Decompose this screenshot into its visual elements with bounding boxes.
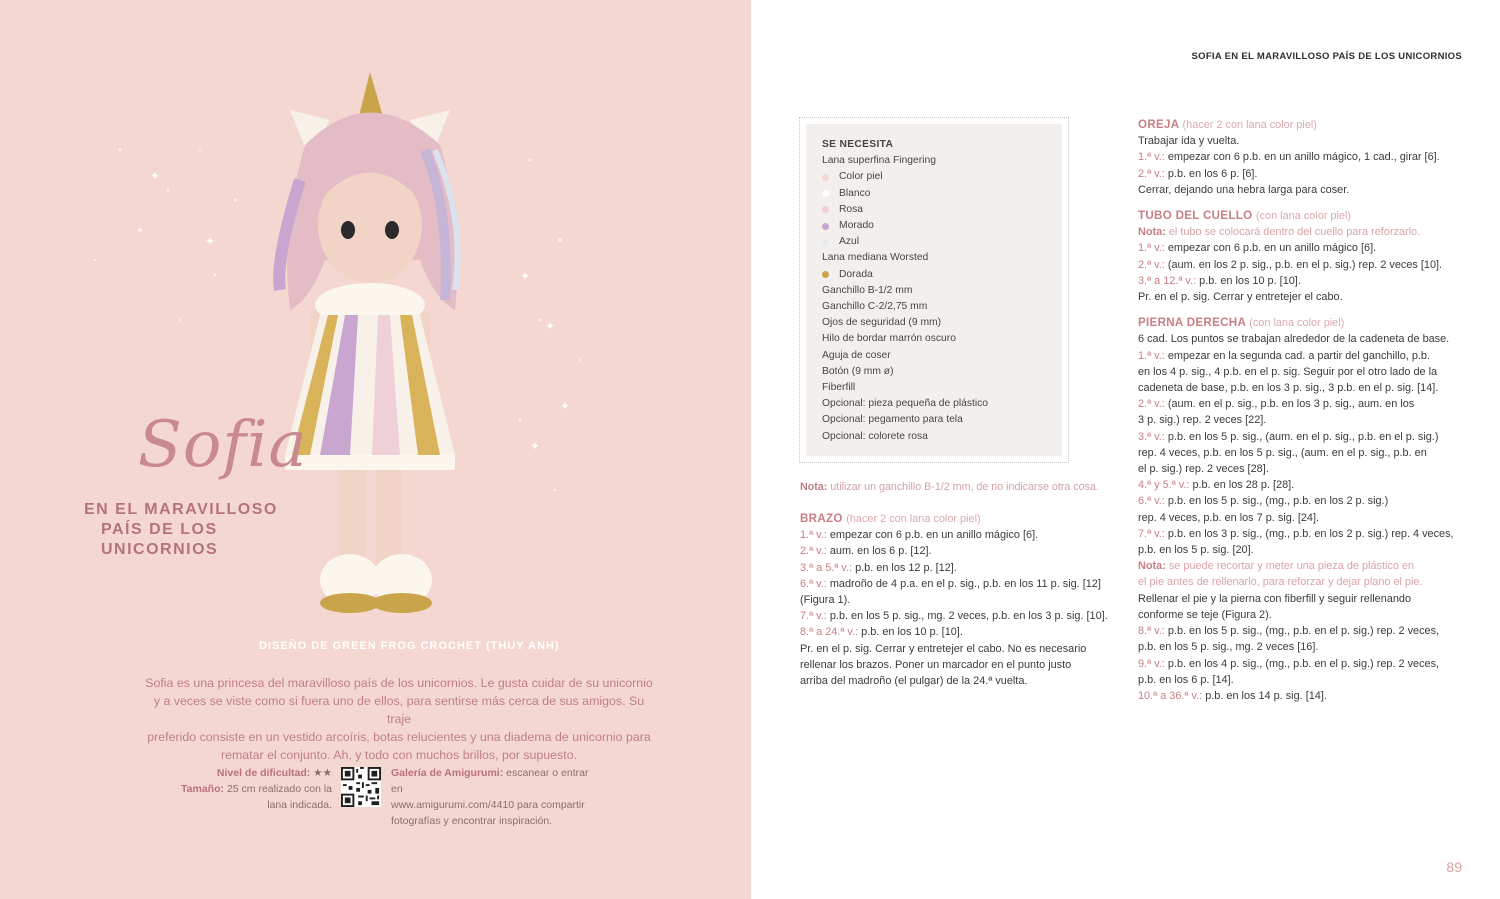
instruction-line <box>1138 396 1458 412</box>
pierna-note-line-2: el pie antes de rellenarlo, para reforzar y dejar plano el pie. <box>1138 576 1423 589</box>
instruction-text: en los 4 p. sig., 4 p.b. en el p. sig. Seguir por el otro lado de la <box>1138 365 1438 378</box>
round-label: 2.ª v.: <box>800 545 827 558</box>
instruction-text: Trabajar ida y vuelta. <box>1138 135 1240 148</box>
instruction-line <box>1138 149 1458 165</box>
color-swatch-icon <box>822 239 829 246</box>
instruction-text: p.b. en los 5 p. sig., mg. 2 veces [16]. <box>1138 641 1319 654</box>
instruction-text: rellenar los brazos. Poner un marcador en el punto justo <box>800 658 1072 671</box>
color-item <box>822 202 1046 218</box>
page-number: 89 <box>1446 859 1462 875</box>
section-paren: (con lana color piel) <box>1249 317 1345 330</box>
color-name: Azul <box>839 236 860 248</box>
difficulty-label: Nivel de dificultad: <box>216 767 311 779</box>
instruction-text: Pr. en el p. sig. Cerrar y entretejer el cabo. <box>1138 291 1343 304</box>
note-text: se puede recortar y meter una pieza de plástico en <box>1168 560 1415 573</box>
subtitle-line-1: EN EL MARAVILLOSO <box>84 501 278 518</box>
color-item <box>822 234 1046 250</box>
material-item: Botón (9 mm ø) <box>822 365 894 377</box>
material-item: Ganchillo B-1/2 mm <box>822 284 913 296</box>
round-label: 6.ª v.: <box>1138 495 1165 508</box>
color-name: Color piel <box>839 171 883 183</box>
instruction-line <box>1138 182 1458 198</box>
round-label: 4.ª y 5.ª v.: <box>1138 479 1190 492</box>
note-text: utilizar un ganchillo B-1/2 mm, de no indicarse otra cosa. <box>830 481 1099 493</box>
round-label: 1.ª v.: <box>1138 349 1165 362</box>
color-item <box>822 169 1046 185</box>
instruction-line <box>1138 656 1458 672</box>
section-title-tubo <box>1138 208 1458 224</box>
instruction-line <box>1138 412 1458 428</box>
instruction-line <box>1138 289 1458 305</box>
hook-note <box>800 479 1120 495</box>
instruction-line <box>1138 493 1458 509</box>
instruction-line <box>1138 461 1458 477</box>
round-label: 3.ª a 5.ª v.: <box>800 561 853 574</box>
intro-line: rematar el conjunto. Ah, y todo con muchos brillos, por supuesto. <box>220 748 578 762</box>
intro-line: y a veces se viste como si fuera uno de ellos, para sentirse más cerca de sus amigos. Su traje <box>153 694 645 726</box>
yarn-type: Lana mediana Worsted <box>822 252 929 264</box>
instruction-text: cadeneta de base, p.b. en los 3 p. sig., 3 p.b. en el p. sig. [14]. <box>1138 382 1439 395</box>
instruction-text: p.b. en los 5 p. sig. [20]. <box>1138 544 1254 557</box>
material-item: Aguja de coser <box>822 349 891 361</box>
instruction-text: p.b. en los 12 p. [12]. <box>855 561 957 574</box>
instruction-line <box>800 657 1110 673</box>
instruction-line <box>800 641 1110 657</box>
instruction-line <box>800 560 1110 576</box>
materials-heading: SE NECESITA <box>822 139 894 150</box>
instruction-line <box>1138 607 1458 623</box>
material-item: Ganchillo C-2/2,75 mm <box>822 301 928 313</box>
material-item: Opcional: pieza pequeña de plástico <box>822 398 989 410</box>
instruction-line <box>1138 639 1458 655</box>
instruction-text: (aum. en los 2 p. sig., p.b. en el p. sig.) rep. 2 veces [10]. <box>1167 258 1443 271</box>
instruction-text: rep. 4 veces, p.b. en los 7 p. sig. [24]. <box>1138 511 1320 524</box>
instruction-text: p.b. en los 4 p. sig., (mg., p.b. en el p. sig.) rep. 2 veces, <box>1167 657 1440 670</box>
difficulty-stars: ★★ <box>313 767 332 779</box>
note-label: Nota: <box>800 481 828 493</box>
note-label: Nota: <box>1138 226 1166 239</box>
color-swatch-icon <box>822 271 829 278</box>
round-label: 7.ª v.: <box>800 610 827 623</box>
round-label: 1.ª v.: <box>1138 242 1165 255</box>
instruction-line <box>1138 133 1458 149</box>
round-label: 7.ª v.: <box>1138 527 1165 540</box>
color-swatch-icon <box>822 206 829 213</box>
instruction-text: p.b. en los 5 p. sig., (mg., p.b. en los 2 p. sig.) <box>1167 495 1389 508</box>
color-item <box>822 267 1046 283</box>
instruction-line <box>1138 526 1458 542</box>
instruction-line <box>1138 510 1458 526</box>
gallery-text: escanear o entrar en <box>391 767 589 795</box>
section-title: TUBO DEL CUELLO <box>1138 209 1253 223</box>
round-label: 9.ª v.: <box>1138 657 1165 670</box>
color-name: Blanco <box>839 187 871 199</box>
instruction-line <box>800 527 1110 543</box>
color-swatch-icon <box>822 174 829 181</box>
instruction-line <box>1138 273 1458 289</box>
instruction-line <box>800 624 1110 640</box>
round-label: 1.ª v.: <box>1138 151 1165 164</box>
instruction-text: 3 p. sig.) rep. 2 veces [22]. <box>1138 414 1267 427</box>
round-label: 3.ª a 12.ª v.: <box>1138 274 1197 287</box>
instruction-text: p.b. en los 5 p. sig., (mg., p.b. en el p. sig.) rep. 2 veces, <box>1167 625 1440 638</box>
yarn-type: Lana superfina Fingering <box>822 155 936 167</box>
instruction-line <box>1138 331 1458 347</box>
section-title-oreja <box>1138 117 1458 133</box>
instruction-text: empezar con 6 p.b. en un anillo mágico [6]. <box>829 529 1039 542</box>
intro-line: preferido consiste en un vestido arcoíris, botas relucientes y una diadema de unicornio para <box>147 730 651 744</box>
material-item: Hilo de bordar marrón oscuro <box>822 333 956 345</box>
instruction-line <box>800 592 1110 608</box>
round-label: 2.ª v.: <box>1138 258 1165 271</box>
instruction-text: empezar en la segunda cad. a partir del ganchillo, p.b. <box>1167 349 1431 362</box>
instruction-text: rep. 4 veces, p.b. en los 5 p. sig., (aum. en el p. sig., p.b. en <box>1138 446 1427 459</box>
pattern-title: Sofia <box>138 408 308 482</box>
section-title-pierna <box>1138 315 1458 331</box>
instruction-text: (Figura 1). <box>800 594 851 607</box>
instruction-text: p.b. en los 6 p. [14]. <box>1138 673 1234 686</box>
qr-code[interactable] <box>341 767 381 807</box>
instruction-line <box>1138 380 1458 396</box>
color-swatch-icon <box>822 223 829 230</box>
section-title: BRAZO <box>800 512 843 525</box>
instruction-line <box>800 608 1110 624</box>
round-label: 2.ª v.: <box>1138 398 1165 411</box>
instruction-text: p.b. en los 5 p. sig., (aum. en el p. sig., p.b. en el p. sig.) <box>1167 430 1439 443</box>
svg-text:✦: ✦ <box>530 439 541 453</box>
right-page <box>751 0 1500 899</box>
material-item: Ojos de seguridad (9 mm) <box>822 317 942 329</box>
note-text: el tubo se colocará dentro del cuello para reforzarlo. <box>1168 226 1421 239</box>
instruction-text: p.b. en los 28 p. [28]. <box>1192 479 1295 492</box>
instruction-text: Rellenar el pie y la pierna con fiberfill y seguir rellenando <box>1138 592 1412 605</box>
instruction-line <box>1138 166 1458 182</box>
pattern-subtitle <box>84 500 324 560</box>
gallery-text-line: fotografías y encontrar inspiración. <box>391 815 553 827</box>
intro-paragraph <box>145 674 653 764</box>
size-label: Tamaño: <box>181 783 225 795</box>
round-label: 8.ª v.: <box>1138 625 1165 638</box>
instruction-line <box>1138 591 1458 607</box>
instruction-text: el p. sig.) rep. 2 veces [28]. <box>1138 463 1269 476</box>
color-swatch-icon <box>822 190 829 197</box>
material-item: Opcional: colorete rosa <box>822 430 928 442</box>
section-paren: (hacer 2 con lana color piel) <box>1182 119 1317 131</box>
instruction-text: p.b. en los 10 p. [10]. <box>1199 274 1301 287</box>
svg-text:✦: ✦ <box>560 399 571 413</box>
material-item: Opcional: pegamento para tela <box>822 414 963 426</box>
round-label: 10.ª a 36.ª v.: <box>1138 689 1203 702</box>
tubo-note <box>1138 224 1458 240</box>
designer-credit: DISEÑO DE GREEN FROG CROCHET (THUY ANH) <box>259 640 560 652</box>
materials-box <box>799 117 1069 463</box>
instruction-text: Cerrar, dejando una hebra larga para coser. <box>1138 183 1350 196</box>
instruction-line <box>1138 348 1458 364</box>
svg-text:✦: ✦ <box>545 319 556 333</box>
instruction-text: aum. en los 6 p. [12]. <box>829 545 932 558</box>
size-value: 25 cm realizado con la <box>226 783 332 795</box>
section-paren: (con lana color piel) <box>1255 210 1352 223</box>
section-title: OREJA <box>1138 118 1180 131</box>
intro-line: Sofia es una princesa del maravilloso país de los unicornios. Le gusta cuidar de su unicornio <box>145 676 653 690</box>
color-item <box>822 186 1046 202</box>
gallery-label: Galería de Amigurumi: <box>391 767 504 779</box>
instruction-text: conforme se teje (Figura 2). <box>1138 608 1272 621</box>
running-header: SOFIA EN EL MARAVILLOSO PAÍS DE LOS UNICORNIOS <box>1191 51 1462 62</box>
size-value-2: lana indicada. <box>267 799 332 811</box>
section-paren: (hacer 2 con lana color piel) <box>846 513 981 525</box>
round-label: 1.ª v.: <box>800 529 827 542</box>
instruction-line <box>800 576 1110 592</box>
instruction-text: p.b. en los 3 p. sig., (mg., p.b. en los 2 p. sig.) rep. 4 veces, <box>1167 527 1454 540</box>
instruction-text: arriba del madroño (el pulgar) de la 24.ª vuelta. <box>800 675 1028 688</box>
color-item <box>822 218 1046 234</box>
instruction-line <box>1138 429 1458 445</box>
section-title-brazo <box>800 511 1110 527</box>
instruction-line <box>1138 672 1458 688</box>
instruction-line <box>1138 688 1458 704</box>
material-item: Fiberfill <box>822 382 856 394</box>
instruction-text: p.b. en los 5 p. sig., mg. 2 veces, p.b. en los 3 p. sig. [10]. <box>829 610 1108 623</box>
round-label: 8.ª a 24.ª v.: <box>800 626 859 639</box>
pattern-info <box>160 765 332 813</box>
note-label: Nota: <box>1138 560 1166 573</box>
instruction-text: p.b. en los 10 p. [10]. <box>861 626 963 639</box>
instruction-line <box>1138 240 1458 256</box>
gallery-info <box>391 765 601 829</box>
instruction-text: Pr. en el p. sig. Cerrar y entretejer el cabo. No es necesario <box>800 642 1087 655</box>
svg-text:✦: ✦ <box>520 269 531 283</box>
instruction-line <box>1138 477 1458 493</box>
instruction-line <box>1138 445 1458 461</box>
instruction-line <box>800 543 1110 559</box>
color-name: Rosa <box>839 203 864 215</box>
subtitle-line-2: PAÍS DE LOS UNICORNIOS <box>101 521 219 558</box>
instruction-line <box>1138 623 1458 639</box>
svg-text:✦: ✦ <box>150 169 161 183</box>
instruction-text: empezar con 6 p.b. en un anillo mágico, 1 cad., girar [6]. <box>1167 151 1440 164</box>
instruction-text: 6 cad. Los puntos se trabajan alrededor de la cadeneta de base. <box>1138 333 1450 346</box>
column-right <box>1138 117 1458 704</box>
round-label: 2.ª v.: <box>1138 167 1165 180</box>
gallery-url-line[interactable]: www.amigurumi.com/4410 para compartir <box>391 799 585 811</box>
column-left <box>800 511 1110 689</box>
instruction-text: p.b. en los 6 p. [6]. <box>1167 167 1258 180</box>
round-label: 3.ª v.: <box>1138 430 1165 443</box>
instruction-line <box>1138 364 1458 380</box>
section-title: PIERNA DERECHA <box>1138 316 1246 330</box>
svg-text:✦: ✦ <box>205 234 216 248</box>
color-name: Morado <box>839 220 874 232</box>
instruction-text: p.b. en los 14 p. sig. [14]. <box>1205 689 1327 702</box>
instruction-text: (aum. en el p. sig., p.b. en los 3 p. sig., aum. en los <box>1167 398 1415 411</box>
instruction-text: empezar con 6 p.b. en un anillo mágico [6]. <box>1167 242 1377 255</box>
instruction-text: madroño de 4 p.a. en el p. sig., p.b. en los 11 p. sig. [12] <box>829 577 1101 590</box>
round-label: 6.ª v.: <box>800 577 827 590</box>
instruction-line <box>1138 542 1458 558</box>
pierna-note <box>1138 558 1458 574</box>
instruction-line <box>1138 257 1458 273</box>
color-name: Dorada <box>839 268 873 280</box>
instruction-line <box>800 673 1110 689</box>
